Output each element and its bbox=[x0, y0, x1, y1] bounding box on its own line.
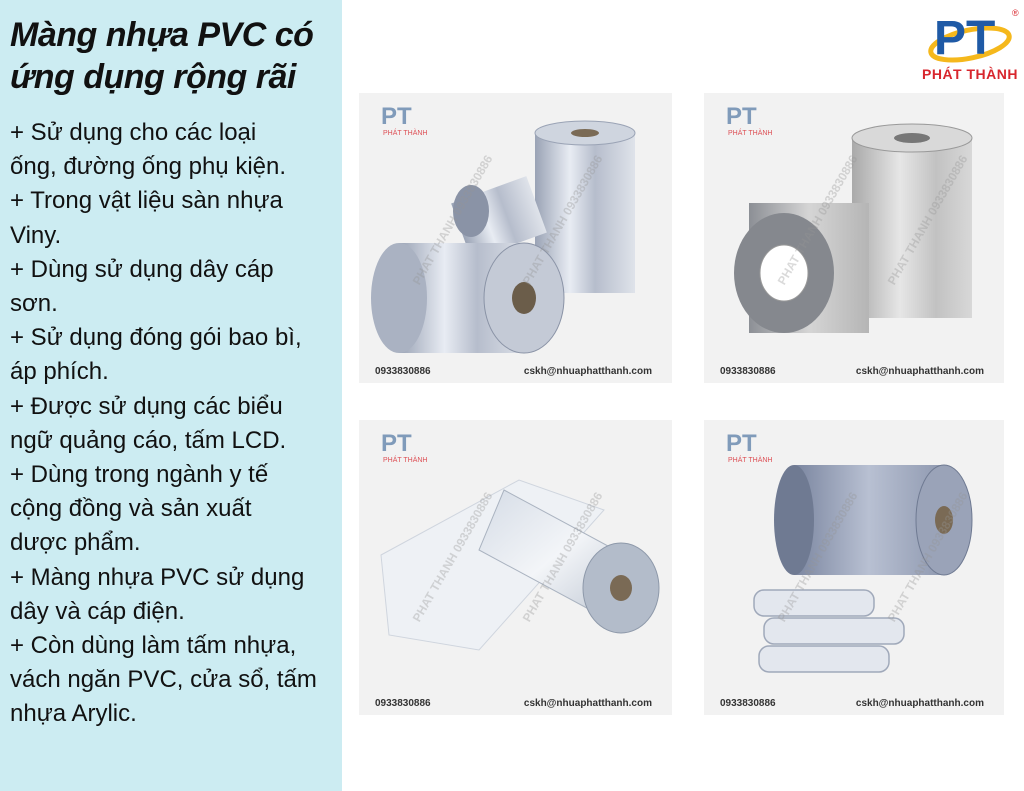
logo-mark: PT bbox=[934, 12, 996, 65]
title-line: ứng dụng rộng rãi bbox=[10, 58, 296, 96]
photo-phone: 0933830886 bbox=[375, 366, 431, 377]
watermark bbox=[704, 420, 1004, 715]
list-line: + Sử dụng đóng gói bao bì, bbox=[10, 324, 302, 352]
photo-phone: 0933830886 bbox=[720, 698, 776, 709]
watermark-text: PHAT THANH 0933830886 bbox=[409, 152, 496, 288]
list-line: + Dùng trong ngành y tế bbox=[10, 461, 269, 489]
watermark-text: PHAT THANH 0933830886 bbox=[884, 489, 971, 625]
photo-logo-mark: PT bbox=[726, 103, 757, 130]
list-line: ống, đường ống phụ kiện. bbox=[10, 153, 287, 181]
list-line: áp phích. bbox=[10, 358, 109, 386]
list-line: Viny. bbox=[10, 221, 62, 249]
photo-logo-mark: PT bbox=[381, 430, 412, 457]
list-line: vách ngăn PVC, cửa sổ, tấm bbox=[10, 666, 317, 694]
list-line: + Màng nhựa PVC sử dụng bbox=[10, 563, 305, 591]
list-line: + Còn dùng làm tấm nhựa, bbox=[10, 632, 297, 660]
photo-email: cskh@nhuaphatthanh.com bbox=[523, 366, 652, 377]
list-line: ngữ quảng cáo, tấm LCD. bbox=[10, 426, 287, 454]
watermark-text: PHAT THANH 0933830886 bbox=[519, 152, 606, 288]
product-photo-2 bbox=[704, 93, 1004, 383]
product-photo-3 bbox=[359, 420, 672, 715]
photo-email: cskh@nhuaphatthanh.com bbox=[523, 698, 652, 709]
application-list bbox=[10, 116, 342, 732]
logo-name: PHÁT THÀNH bbox=[922, 66, 1018, 82]
watermark bbox=[359, 420, 672, 715]
watermark-text: PHAT THANH 0933830886 bbox=[774, 152, 861, 288]
photo-logo-sub: PHÁT THÀNH bbox=[728, 130, 773, 137]
photo-logo-sub: PHÁT THÀNH bbox=[728, 457, 773, 464]
list-line: cộng đồng và sản xuất bbox=[10, 495, 252, 523]
watermark-text: PHAT THANH 0933830886 bbox=[774, 489, 861, 625]
list-line: dược phẩm. bbox=[10, 529, 141, 557]
title-line: Màng nhựa PVC có bbox=[10, 16, 314, 54]
list-line: + Dùng sử dụng dây cáp bbox=[10, 255, 274, 283]
pt-logo-icon bbox=[920, 4, 1020, 68]
photo-email: cskh@nhuaphatthanh.com bbox=[855, 366, 984, 377]
photo-phone: 0933830886 bbox=[375, 698, 431, 709]
brand-logo bbox=[920, 4, 1020, 86]
product-photo-1 bbox=[359, 93, 672, 383]
list-line: nhựa Arylic. bbox=[10, 700, 137, 728]
watermark-text: PHAT THANH 0933830886 bbox=[519, 489, 606, 625]
photo-logo-sub: PHÁT THÀNH bbox=[383, 130, 428, 137]
watermark-text: PHAT THANH 0933830886 bbox=[884, 152, 971, 288]
list-line: sơn. bbox=[10, 290, 58, 318]
product-photo-4 bbox=[704, 420, 1004, 715]
watermark-text: PHAT THANH 0933830886 bbox=[409, 489, 496, 625]
list-line: + Sử dụng cho các loại bbox=[10, 119, 257, 146]
photo-logo-sub: PHÁT THÀNH bbox=[383, 457, 428, 464]
list-line: + Được sử dụng các biểu bbox=[10, 392, 283, 420]
photo-logo-mark: PT bbox=[726, 430, 757, 457]
photo-email: cskh@nhuaphatthanh.com bbox=[855, 698, 984, 709]
photo-phone: 0933830886 bbox=[720, 366, 776, 377]
text-panel bbox=[0, 0, 342, 791]
photo-logo-mark: PT bbox=[381, 103, 412, 130]
page-title bbox=[10, 14, 340, 98]
list-line: dây và cáp điện. bbox=[10, 597, 185, 625]
registered-mark: ® bbox=[1012, 8, 1019, 18]
list-line: + Trong vật liệu sàn nhựa bbox=[10, 187, 283, 215]
